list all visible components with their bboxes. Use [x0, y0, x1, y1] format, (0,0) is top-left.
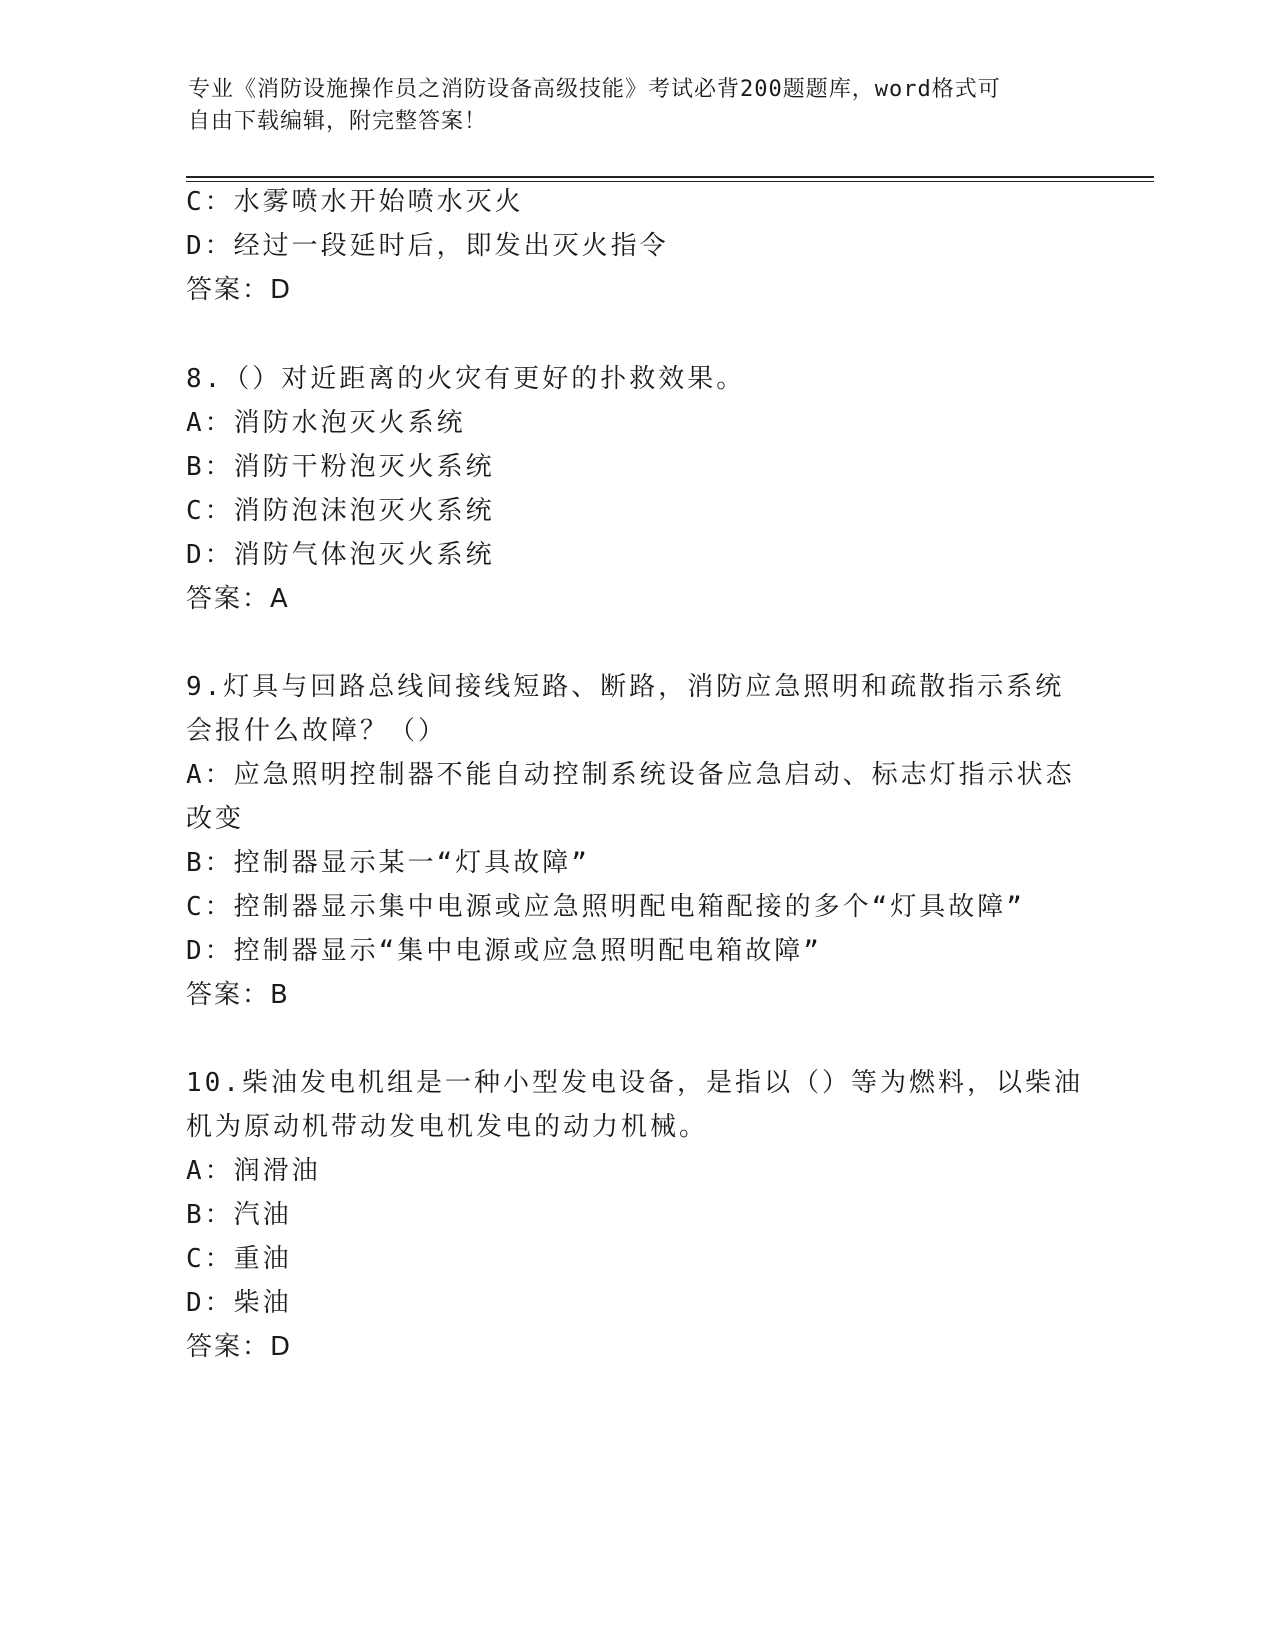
q10-answer: 答案：D	[186, 1332, 293, 1362]
header-rule-thick	[186, 176, 1154, 178]
document-header	[188, 74, 1068, 138]
q8-option-b: B：消防干粉泡灭火系统	[186, 452, 495, 482]
q9-option-c: C：控制器显示集中电源或应急照明配电箱配接的多个“灯具故障”	[186, 892, 1025, 922]
q8-option-a: A：消防水泡灭火系统	[186, 408, 466, 438]
q9-option-a-line-1: A：应急照明控制器不能自动控制系统设备应急启动、标志灯指示状态	[186, 760, 1075, 790]
q8-stem: 8.（）对近距离的火灾有更好的扑救效果。	[186, 364, 746, 394]
q9-stem-line-1: 9.灯具与回路总线间接线短路、断路，消防应急照明和疏散指示系统	[186, 672, 1065, 702]
q10-option-c: C：重油	[186, 1244, 292, 1274]
header-line-2: 自由下载编辑，附完整答案！	[188, 109, 488, 134]
q7-answer: 答案：D	[186, 275, 293, 305]
q10-option-d: D：柴油	[186, 1288, 292, 1318]
q10-stem-line-2: 机为原动机带动发电机发电的动力机械。	[186, 1112, 709, 1142]
q7-option-d: D：经过一段延时后，即发出灭火指令	[186, 231, 669, 261]
q10-stem-line-1: 10.柴油发电机组是一种小型发电设备，是指以（）等为燃料，以柴油	[186, 1068, 1083, 1098]
q9-option-d: D：控制器显示“集中电源或应急照明配电箱故障”	[186, 936, 822, 966]
q10-option-b: B：汽油	[186, 1200, 292, 1230]
q9-option-a-line-2: 改变	[186, 804, 245, 834]
q8-answer: 答案：A	[186, 584, 290, 614]
header-rule-thin	[186, 181, 1154, 182]
q7-option-c: C：水雾喷水开始喷水灭火	[186, 187, 524, 217]
header-line-1: 专业《消防设施操作员之消防设备高级技能》考试必背200题题库，word格式可	[188, 77, 1001, 102]
q8-option-c: C：消防泡沫泡灭火系统	[186, 496, 495, 526]
q9-option-b: B：控制器显示某一“灯具故障”	[186, 848, 590, 878]
q10-option-a: A：润滑油	[186, 1156, 321, 1186]
q9-stem-line-2: 会报什么故障？（）	[186, 716, 448, 746]
q9-answer: 答案：B	[186, 980, 290, 1010]
q8-option-d: D：消防气体泡灭火系统	[186, 540, 495, 570]
